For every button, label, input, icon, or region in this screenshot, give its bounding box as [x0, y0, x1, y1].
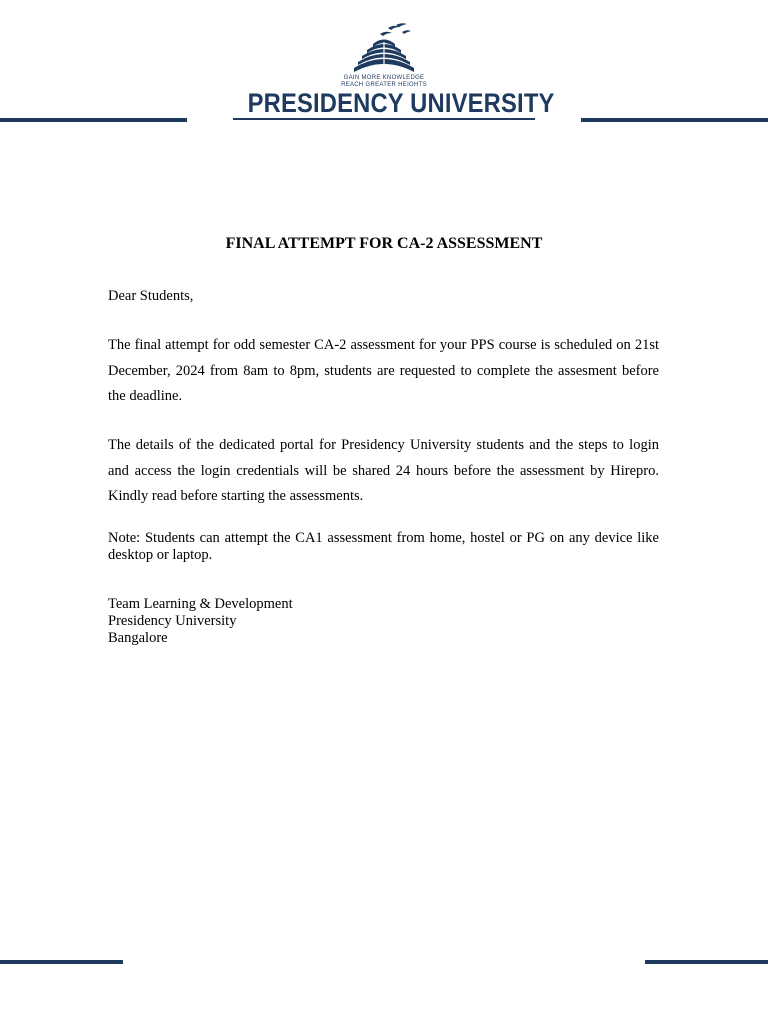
signature-city: Bangalore	[108, 630, 168, 646]
signature-team: Team Learning & Development	[108, 596, 293, 612]
signature-block	[108, 596, 659, 647]
paragraph-portal-details: The details of the dedicated portal for Presidency University students and the steps to login and access the login credentials will be shared 24 hours before the assessment by Hirepro. Kindly read before starting the assessments.	[108, 437, 659, 504]
logo-tagline-line1: GAIN MORE KNOWLEDGE	[343, 75, 425, 81]
university-logo	[229, 22, 555, 122]
salutation: Dear Students,	[108, 288, 194, 304]
paragraph-schedule: The final attempt for odd semester CA-2 assessment for your PPS course is scheduled on 21st December, 2024 from 8am to 8pm, students are requested to complete the assesment before the deadline.	[108, 337, 659, 404]
letter-title: FINAL ATTEMPT FOR CA-2 ASSESSMENT	[225, 235, 543, 252]
footer-rule-right	[645, 960, 768, 964]
logo-tagline-line2: REACH GREATER HEIGHTS	[341, 82, 427, 88]
header-rule-left	[0, 118, 187, 122]
note-paragraph: Note: Students can attempt the CA1 assessment from home, hostel or PG on any device like desktop or laptop.	[108, 530, 659, 563]
signature-institution: Presidency University	[108, 613, 237, 629]
header-rule-right	[581, 118, 768, 122]
university-name-underline	[233, 118, 535, 120]
footer-rule-left	[0, 960, 123, 964]
university-name: PRESIDENCY UNIVERSITY	[247, 88, 555, 118]
book-and-birds-emblem-icon	[344, 22, 424, 76]
